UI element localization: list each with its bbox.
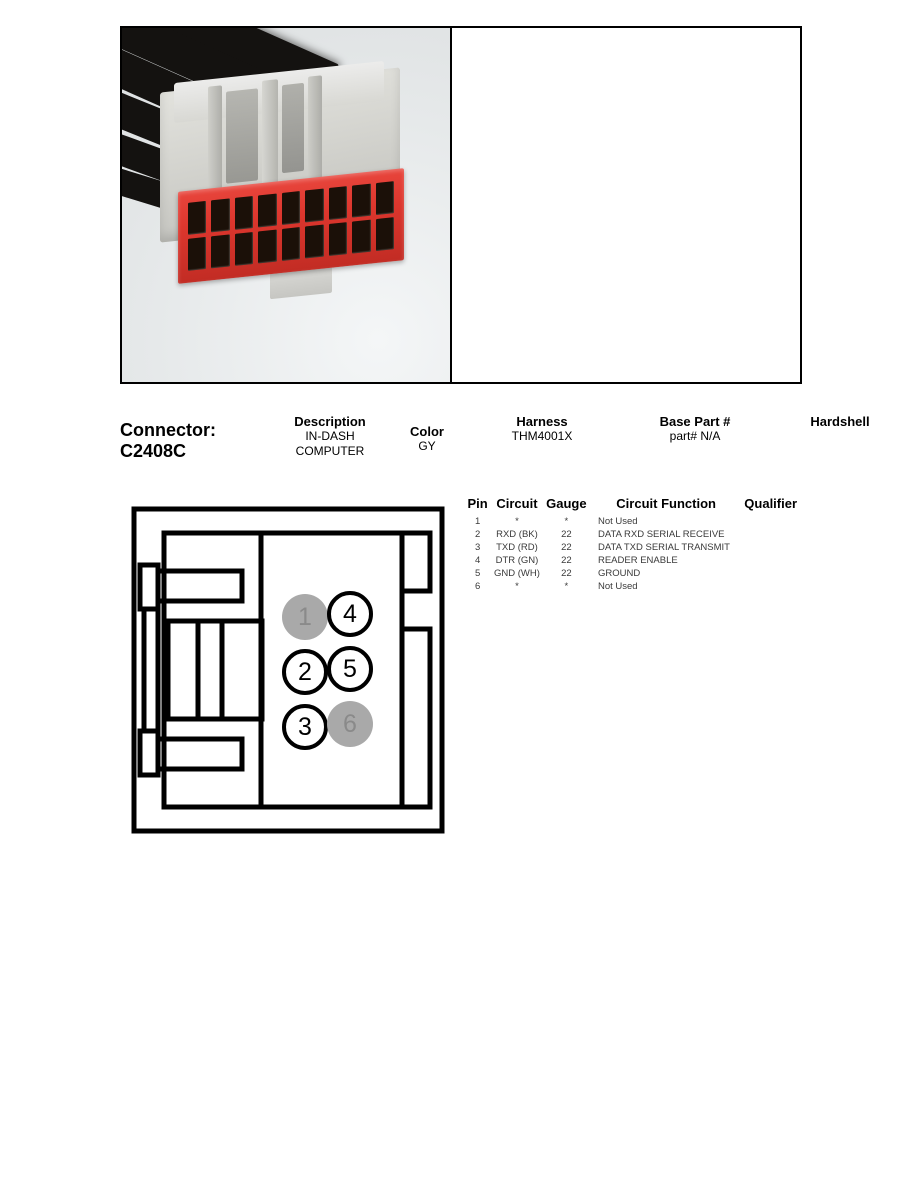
column-header-function: Circuit Function [616, 496, 716, 511]
cell-function: DATA TXD SERIAL TRANSMIT [597, 542, 730, 553]
column-header-circuit: Circuit [496, 496, 538, 511]
pin-table-body [466, 515, 806, 593]
pin-assignment-table [466, 496, 806, 593]
connector-shell-rib [208, 85, 222, 202]
field-base-part-label: Base Part # [659, 414, 731, 429]
pin-circle-5[interactable] [327, 646, 373, 692]
field-description [270, 414, 390, 459]
field-harness-value: THM4001X [511, 429, 573, 443]
cell-gauge: * [564, 516, 569, 527]
terminal-cavity [258, 229, 276, 263]
terminal-cavity [235, 196, 253, 230]
table-row [466, 554, 806, 567]
cell-pin: 4 [474, 555, 481, 566]
terminal-cavity [211, 198, 229, 232]
field-description-label: Description [294, 414, 366, 429]
cell-circuit: * [515, 516, 519, 527]
cell-circuit: * [515, 581, 519, 592]
pin-circle-6[interactable] [327, 701, 373, 747]
table-row [466, 580, 806, 593]
pin-circle-4[interactable] [327, 591, 373, 637]
terminal-cavity [329, 186, 347, 220]
column-header-pin: Pin [467, 496, 488, 511]
pin-circle-1[interactable] [282, 594, 328, 640]
cell-circuit: GND (WH) [494, 568, 540, 579]
connector-photo-frame [120, 26, 802, 384]
cell-function: Not Used [597, 516, 638, 527]
cell-qualifier [744, 541, 806, 554]
pin-circle-6-label: 6 [343, 709, 357, 738]
field-base-part [620, 414, 770, 444]
field-harness-label: Harness [516, 414, 568, 429]
cell-circuit: DTR (GN) [495, 555, 539, 566]
field-connector-label: Connector: [120, 420, 216, 440]
terminal-cavity [305, 225, 323, 259]
pin-circle-3-label: 3 [298, 712, 312, 741]
table-row [466, 541, 806, 554]
terminal-cavity [352, 184, 370, 218]
field-description-value: IN-DASH COMPUTER [295, 429, 365, 458]
photo-frame-empty-cell [452, 28, 800, 382]
terminal-cavity [258, 193, 276, 227]
cell-qualifier [744, 515, 806, 528]
terminal-cavity [188, 201, 206, 235]
cell-function: READER ENABLE [597, 555, 678, 566]
column-header-gauge: Gauge [546, 496, 587, 511]
field-base-part-value: part# N/A [669, 429, 721, 443]
column-header-qualifier: Qualifier [744, 496, 798, 511]
pin-circle-4-label: 4 [343, 599, 357, 628]
terminal-cavity [376, 217, 394, 251]
terminal-cavity [329, 222, 347, 256]
terminal-cavity [188, 237, 206, 271]
terminal-cavity [282, 191, 300, 225]
field-connector-value: C2408C [120, 441, 187, 461]
cell-qualifier [744, 580, 806, 593]
cell-qualifier [744, 528, 806, 541]
cell-pin: 1 [474, 516, 481, 527]
terminal-cavity [211, 234, 229, 268]
field-hardshell-label: Hardshell [810, 414, 870, 429]
cell-function: GROUND [597, 568, 641, 579]
cell-qualifier [744, 567, 806, 580]
pin-circle-2[interactable] [282, 649, 328, 695]
terminal-cavity [235, 232, 253, 266]
terminal-cavity [376, 181, 394, 215]
field-connector [120, 420, 270, 462]
connector-photograph [122, 28, 452, 382]
field-color [392, 424, 462, 454]
connector-shell-notch [282, 83, 304, 173]
connector-shell-rib [308, 75, 322, 188]
cell-gauge: 22 [561, 555, 572, 566]
cell-pin: 5 [474, 568, 481, 579]
field-hardshell [770, 414, 910, 429]
field-color-label: Color [410, 424, 444, 439]
cell-gauge: 22 [561, 542, 572, 553]
pin-circle-3[interactable] [282, 704, 328, 750]
pin-table-element [466, 496, 806, 593]
pin-circle-1-label: 1 [298, 602, 312, 631]
connector-shell-notch [226, 88, 258, 183]
table-row [466, 515, 806, 528]
terminal-cavity [352, 220, 370, 254]
terminal-cavity [282, 227, 300, 261]
field-harness [472, 414, 612, 444]
pin-circle-5-label: 5 [343, 654, 357, 683]
cell-circuit: TXD (RD) [496, 542, 538, 553]
connector-face-diagram [130, 505, 455, 835]
table-row [466, 567, 806, 580]
table-header-row [466, 496, 806, 515]
cell-circuit: RXD (BK) [496, 529, 538, 540]
cell-gauge: * [564, 581, 569, 592]
connector-header-fields [120, 414, 910, 470]
pin-circle-2-label: 2 [298, 657, 312, 686]
table-row [466, 528, 806, 541]
cell-qualifier [744, 554, 806, 567]
cell-gauge: 22 [561, 529, 572, 540]
cell-gauge: 22 [561, 568, 572, 579]
cell-pin: 2 [474, 529, 481, 540]
terminal-cavity [305, 189, 323, 223]
cell-function: Not Used [597, 581, 638, 592]
cell-pin: 3 [474, 542, 481, 553]
field-color-value: GY [418, 439, 436, 453]
cell-pin: 6 [474, 581, 481, 592]
cell-function: DATA RXD SERIAL RECEIVE [597, 529, 725, 540]
